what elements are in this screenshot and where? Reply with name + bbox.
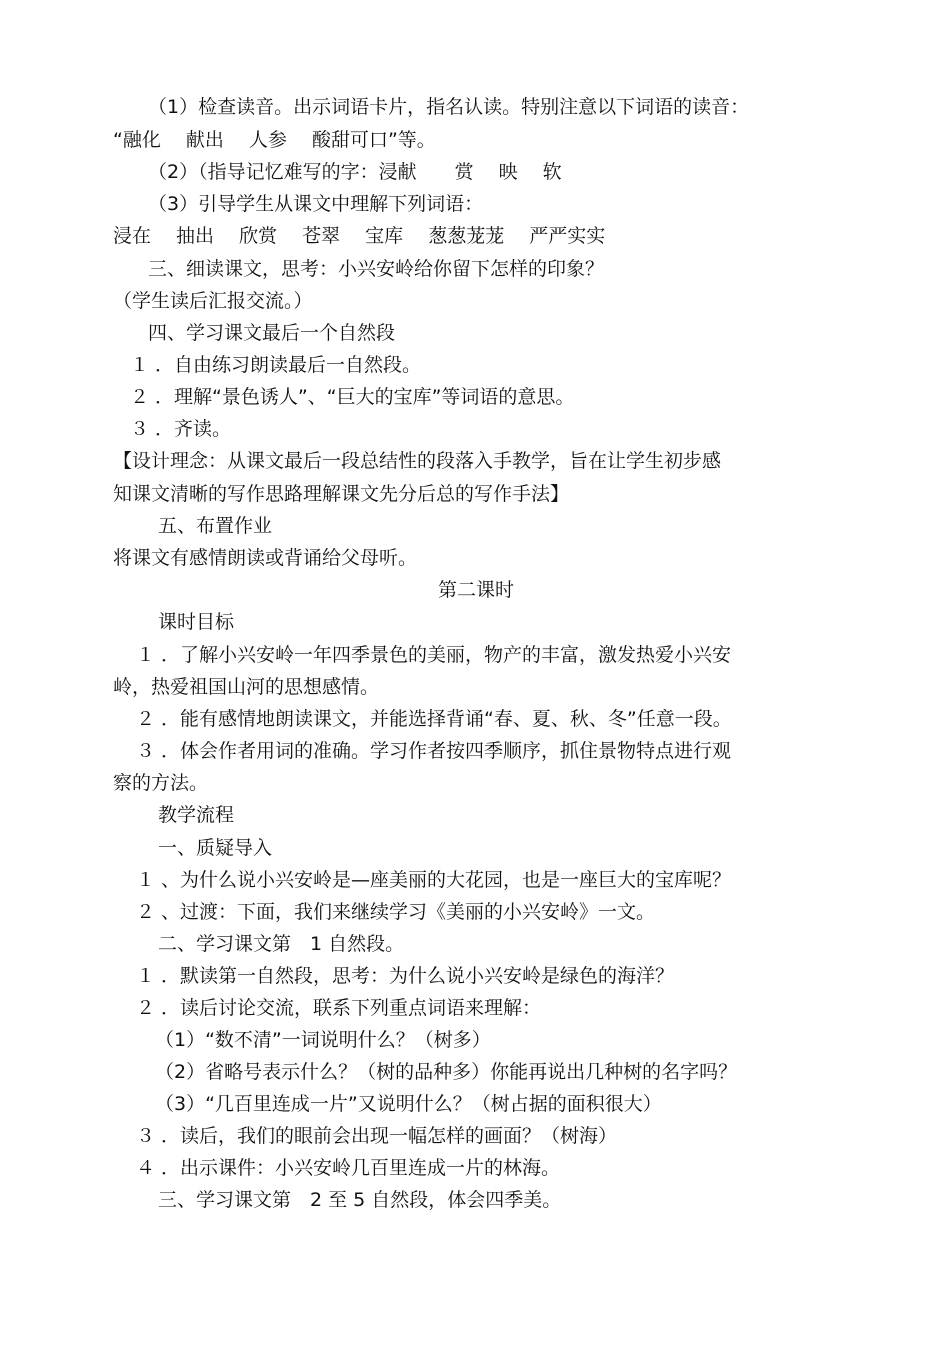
text-line: 将课文有感情朗读或背诵给父母听。 bbox=[113, 547, 418, 569]
lesson-title: 第二课时 bbox=[438, 579, 515, 601]
section-heading: 教学流程 bbox=[158, 804, 235, 826]
text-line: 浸在 抽出 欣赏 苍翠 宝库 葱葱茏茏 严严实实 bbox=[113, 225, 606, 247]
text-line: （3）引导学生从课文中理解下列词语： bbox=[148, 193, 484, 215]
list-item: １ ．自由练习朗读最后一自然段。 bbox=[130, 354, 422, 376]
list-item: ３ ．读后，我们的眼前会出现一幅怎样的画面？（树海） bbox=[136, 1125, 618, 1147]
list-item: ２ ．能有感情地朗读课文，并能选择背诵“春、夏、秋、冬”任意一段。 bbox=[136, 708, 732, 730]
text-line: （1）检查读音。出示词语卡片，指名认读。特别注意以下词语的读音： bbox=[148, 96, 750, 118]
list-item: ２ 、过渡：下面，我们来继续学习《美丽的小兴安岭》一文。 bbox=[136, 901, 656, 923]
list-item: ３ ．体会作者用词的准确。学习作者按四季顺序，抓住景物特点进行观 bbox=[136, 740, 732, 762]
section-heading: 二、学习课文第 1 自然段。 bbox=[158, 933, 405, 955]
design-note: 知课文清晰的写作思路理解课文先分后总的写作手法】 bbox=[113, 483, 570, 505]
list-item: ２ ．理解“景色诱人”、“巨大的宝库”等词语的意思。 bbox=[130, 386, 575, 408]
text-line: （2）（指导记忆难写的字：浸献 赏 映 软 bbox=[148, 161, 562, 183]
section-heading: 课时目标 bbox=[158, 611, 235, 633]
list-item: ４ ．出示课件：小兴安岭几百里连成一片的林海。 bbox=[136, 1157, 561, 1179]
section-heading: 一、质疑导入 bbox=[158, 837, 273, 859]
list-item: ３ ．齐读。 bbox=[130, 418, 232, 440]
section-heading: 五、布置作业 bbox=[158, 515, 273, 537]
text-line: “融化 献出 人参 酸甜可口”等。 bbox=[113, 129, 436, 151]
list-item: １ ．默读第一自然段，思考：为什么说小兴安岭是绿色的海洋？ bbox=[136, 965, 675, 987]
text-line: （学生读后汇报交流。） bbox=[113, 290, 313, 312]
design-note: 【设计理念：从课文最后一段总结性的段落入手教学，旨在让学生初步感 bbox=[113, 450, 722, 472]
sub-item: （2）省略号表示什么？（树的品种多）你能再说出几种树的名字吗？ bbox=[155, 1061, 738, 1083]
sub-item: （3）“几百里连成一片”又说明什么？（树占据的面积很大） bbox=[155, 1093, 662, 1115]
section-heading: 三、学习课文第 2 至 5 自然段，体会四季美。 bbox=[158, 1189, 562, 1211]
sub-item: （1）“数不清”一词说明什么？（树多） bbox=[155, 1029, 491, 1051]
list-item: ２ ．读后讨论交流，联系下列重点词语来理解： bbox=[136, 997, 542, 1019]
list-item: １ 、为什么说小兴安岭是—座美丽的大花园，也是一座巨大的宝库呢？ bbox=[136, 869, 732, 891]
section-heading: 四、学习课文最后一个自然段 bbox=[148, 322, 396, 344]
text-line: 察的方法。 bbox=[113, 772, 209, 794]
list-item: １ ．了解小兴安岭一年四季景色的美丽，物产的丰富，激发热爱小兴安 bbox=[136, 644, 732, 666]
text-line: 岭，热爱祖国山河的思想感情。 bbox=[113, 676, 380, 698]
section-heading: 三、细读课文，思考：小兴安岭给你留下怎样的印象？ bbox=[148, 258, 605, 280]
